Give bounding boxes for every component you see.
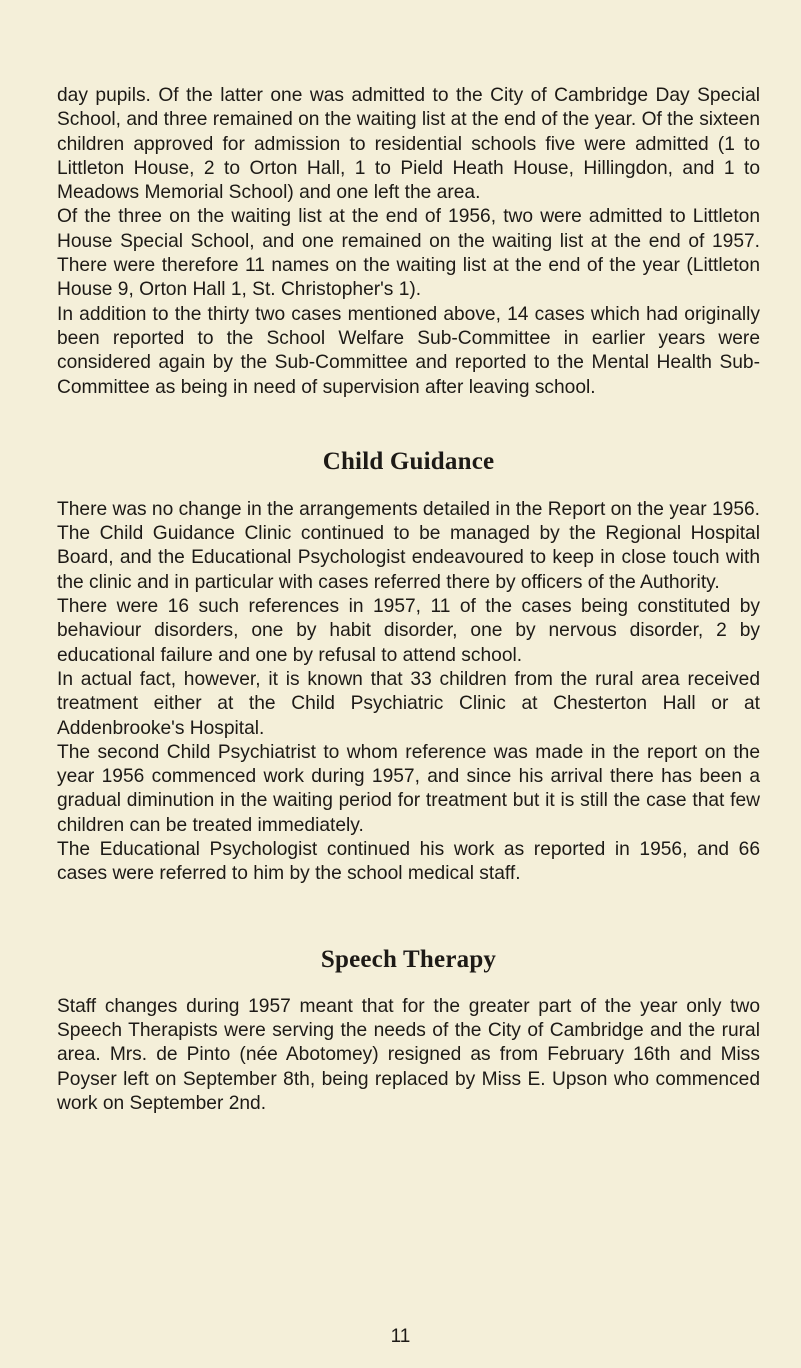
document-page [57,84,760,1116]
section-heading-child-guidance: Child Guidance [322,447,495,475]
page-number: 11 [390,1326,411,1347]
paragraph: There was no change in the arrangements detailed in the Report on the year 1956. The Child Guidance Clinic continued to be managed by the Regional Hospital Board, and the Educational Psychologist endeavoured to keep in close touch with the clinic and in particular with cases referred there by officers of the Authority. [57,498,760,593]
intro-section [57,84,760,400]
paragraph: The second Child Psychiatrist to whom reference was made in the report on the year 1956 commenced work during 1957, and since his arrival there has been a gradual diminution in the waiting period for treatment but it is still the case that few children can be treated immediately. [57,741,760,836]
paragraph: Of the three on the waiting list at the end of 1956, two were admitted to Littleton House Special School, and one remained on the waiting list at the end of 1957. There were therefore 11 names on the waiting list at the end of the year (Littleton House 9, Orton Hall 1, St. Christopher's 1). [57,206,760,301]
section-heading-speech-therapy: Speech Therapy [320,945,497,973]
paragraph: There were 16 such references in 1957, 11 of the cases being constituted by behaviour disorders, one by habit disorder, one by nervous disorder, 2 by educational failure and one by refusal to attend school. [57,596,760,666]
paragraph: In addition to the thirty two cases mentioned above, 14 cases which had originally been reported to the School Welfare Sub-Committee in earlier years were considered again by the Sub-Committee and reported to the Mental Health Sub-Committee as being in need of supervision after leaving school. [57,303,760,398]
paragraph: day pupils. Of the latter one was admitted to the City of Cambridge Day Special School, and three remained on the waiting list at the end of the year. Of the sixteen children approved for admission to residential schools five were admitted (1 to Littleton House, 2 to Orton Hall, 1 to Pield Heath House, Hillingdon, and 1 to Meadows Memorial School) and one left the area. [57,85,760,204]
paragraph: Staff changes during 1957 meant that for the greater part of the year only two Speech Therapists were serving the needs of the City of Cambridge and the rural area. Mrs. de Pinto (née Abotomey) resigned as from February 16th and Miss Poyser left on September 8th, being replaced by Miss E. Upson who commenced work on September 2nd. [57,995,760,1114]
child-guidance-section [57,498,760,887]
paragraph: The Educational Psychologist continued his work as reported in 1956, and 66 cases were referred to him by the school medical staff. [57,839,760,885]
paragraph: In actual fact, however, it is known that 33 children from the rural area received treatment either at the Child Psychiatric Clinic at Chesterton Hall or at Addenbrooke's Hospital. [57,668,760,739]
speech-therapy-section [57,995,760,1116]
